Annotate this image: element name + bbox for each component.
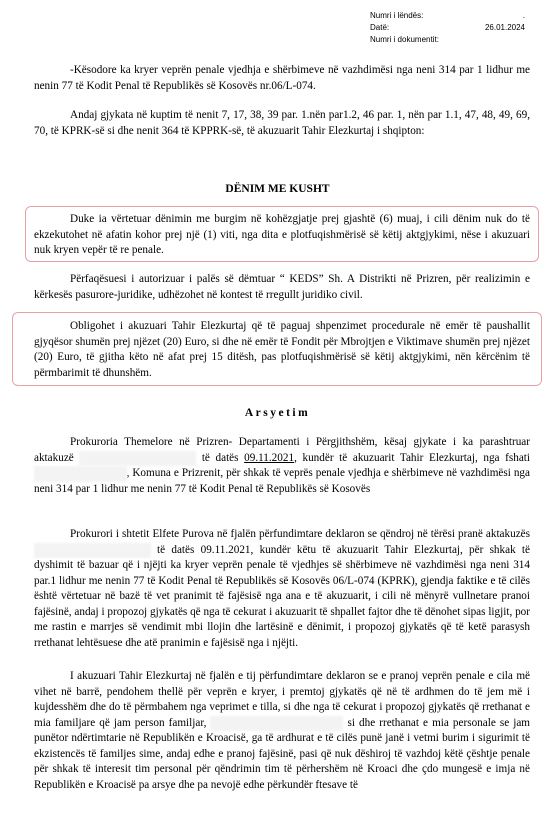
redacted-block: XXXXXXXXXX <box>34 543 151 559</box>
defendant-text-a: I akuzuari Tahir Elezkurtaj në fjalën e tij përfundimtare deklaron se e pranoj veprën penale e cila më vihet në barrë, pendohem thellë për veprën e kryer, i premtoj gjykatës që në të ardhmen do të jem më i kujdesshëm dhe do të përmbahem nga veprimet e tilla, si dhe nga të cekurat i propozoj gjykatës që rrethanat e mia familjare që jam person familjar, <box>34 670 530 729</box>
paragraph-legal-basis: Andaj gjykata në kuptim të nenit 7, 17, 38, 39 par. 1.nën par1.2, 46 par. 1, nën par 1.1, 47, 48, 49, 69, 70, të KPRK-së si dhe nenit 364 të KPPRK-së, të akuzuarit Tahir Elezkurtaj i shqipton: <box>34 109 530 137</box>
heading-reasoning: Arsyetim <box>244 407 311 419</box>
paragraph-suspended-sentence: Duke ia vërtetuar dënimin me burgim në kohëzgjatje prej gjashtë (6) muaj, i cili dënim nuk do të ekzekutohet në afatin kohor prej një (1) viti, nga dita e plotfuqishmërisë së këtij aktgjykimi, nëse i akuzuari nuk kryen vepër të re penale. <box>34 213 530 256</box>
redacted-block: XXXXXXXXXXXX <box>210 716 343 732</box>
meta-case-number <box>370 10 525 22</box>
indictment-date: 09.11.2021 <box>244 451 295 464</box>
indictment-text-c: , kundër të akuzuarit Tahir Elezkurtaj, nga fshati <box>294 451 530 464</box>
meta-date-label: Datë: <box>370 23 390 32</box>
meta-date-value: 26.01.2024 <box>484 23 525 32</box>
defendant-text-b: si dhe rrethanat e mia personale se jam punëtor ndërtimtarie në Republikën e Kroacisë, ga të ardhurat e të cilës punë janë i vetmi burim i sigurimit të ekzistencës të familjes sime, andaj edhe e pranoj fajësinë, pasi që nuk dëshiroj të vazhdoj këtë çështje penale për shkak të interesit tim personal për qëndrimin tim të përhershëm në Kroaci dhe çdo mungesë e imja në Republikën e Kroacisë pa arsye dhe pa nevojë edhe përkundër ftesave të <box>34 716 531 791</box>
paragraph-prosecutor <box>34 527 530 651</box>
paragraph-indictment <box>34 435 530 497</box>
paragraph-offense: -Kësodore ka kryer veprën penale vjedhja e shërbimeve në vazhdimësi nga neni 314 par 1 lidhur me nenin 77 të Kodit Penal të Republikës së Kosovës nr.06/L-074. <box>34 64 530 92</box>
document-metadata <box>370 10 525 46</box>
meta-doc-number <box>370 34 525 46</box>
redacted-block: XXXXXXXXXX <box>79 451 196 467</box>
indictment-text-a: Prokuroria Themelore në Prizren- Departamenti i Përgjithshëm, kësaj gjykate i ka parashtruar aktakuzë <box>34 436 530 464</box>
indictment-text-d: , Komuna e Prizrenit, për shkak të veprës penale vjedhja e shërbimeve në vazhdimësi nga neni 314 par 1 lidhur me nenin 77 të Kodit Penal të Republikës së Kosovës <box>34 467 530 495</box>
paragraph-costs: Obligohet i akuzuari Tahir Elezkurtaj që të paguaj shpenzimet procedurale në emër të paushallit gjyqësor shumën prej njëzet (20) Euro, si dhe në emër të Fondit për Mbrojtjen e Viktimave shumën prej njëzet (20) Euro, të gjitha këto në afat prej 15 ditësh, pas plotfuqishmërisë së këtij aktgjykimi, nën kërcënim të përmbarimit të dhunshëm. <box>34 320 530 379</box>
meta-case-label: Numri i lëndës: <box>370 11 424 20</box>
prosecutor-text-a: Prokurori i shtetit Elfete Purova në fjalën përfundimtare deklaron se qëndroj në tërësi pranë aktakuzës <box>70 528 530 540</box>
prosecutor-text-b: të datës 09.11.2021, kundër këtu të akuzuarit Tahir Elezkurtaj, për shkak të dyshimit të bazuar që i njëjti ka kryer veprën penale të vjedhjes së shërbimeve në vazhdimësi nga neni 314 par.1 lidhur me nenin 77 të Kodit Penal të Republikës së Kosovës 06/L-074 (KPRK), gjendja faktike e të cilës është vërtetuar në bazë të vet pranimit të fajësisë nga ana e të akuzuarit, i cili në mënyrë vullnetare pranoi fajësinë, andaj i propozoj gjykatës që nga të cekurat i akuzuarit të shpallet fajtor dhe të dënohet sipas ligjit, por me rastin e marrjes së vendimit mbi llojin dhe lartësinë e dënimit, i propozoj gjykatës që të ketë parasysh rrethanat lehtësuese dhe atë pranimin e fajësisë nga i njëjti. <box>34 543 530 649</box>
redacted-block: XXXXXXX <box>34 466 127 482</box>
meta-doc-value <box>465 34 525 46</box>
meta-date <box>370 22 525 34</box>
paragraph-defendant <box>34 669 530 793</box>
paragraph-damaged-party: Përfaqësuesi i autorizuar i palës së dëmtuar “ KEDS” Sh. A Distrikti në Prizren, për realizimin e kërkesës pasurore-juridike, udhëzohet në kontest të rregullt juridiko civil. <box>34 273 530 301</box>
meta-doc-label: Numri i dokumentit: <box>370 35 439 44</box>
heading-sentence: DËNIM ME KUSHT <box>225 183 330 195</box>
indictment-text-b: të datës <box>201 451 239 464</box>
meta-case-value: . <box>522 11 525 20</box>
